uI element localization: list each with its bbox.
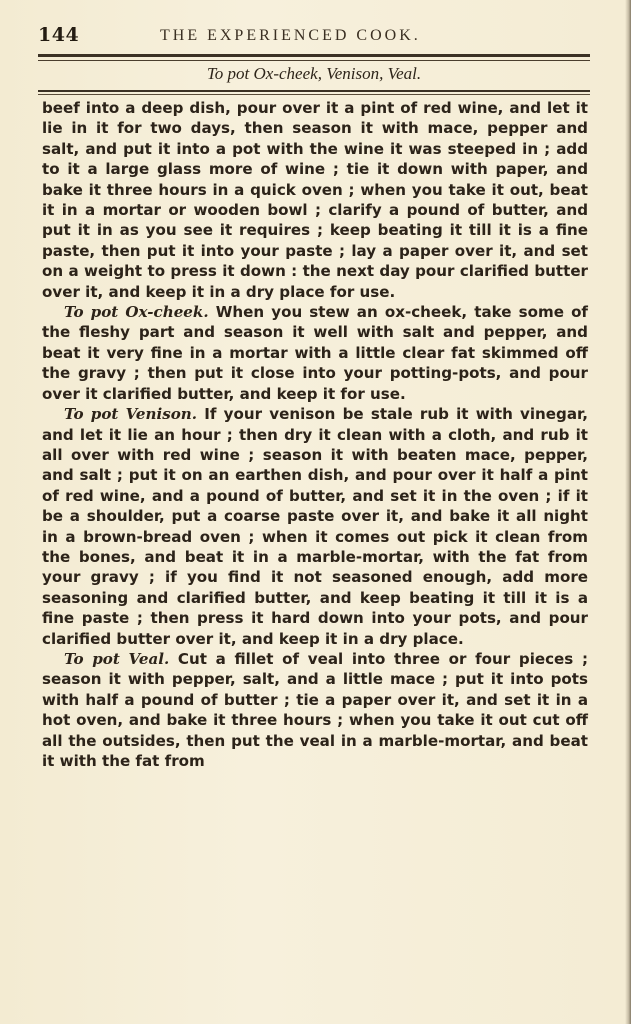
header-rule-thin — [38, 60, 590, 61]
heading-rule-bottom — [38, 90, 590, 92]
running-head — [38, 24, 598, 50]
heading-rule-bottom-thin — [38, 94, 590, 95]
recipe-title: To pot Venison. — [64, 405, 198, 424]
paragraph-pot-veal — [42, 649, 588, 771]
paragraph-pot-ox-cheek — [42, 302, 588, 404]
paragraph-pot-venison — [42, 404, 588, 649]
running-title: THE EXPERIENCED COOK. — [160, 27, 421, 44]
page-number: 144 — [38, 24, 80, 46]
paragraph-text: When you stew an ox-cheek, take some of the fleshy part and season it well with salt and pepper, and beat it very fine in a mortar with a little clear fat skimmed off the gravy ; then put it close into your potting-pots, and pour over it clarified butter, and keep it for use. — [42, 303, 589, 403]
header-rule-thick — [38, 54, 590, 57]
section-heading: To pot Ox-cheek, Venison, Veal. — [206, 64, 422, 83]
recipe-title: To pot Ox-cheek. — [64, 303, 209, 322]
recipe-title: To pot Veal. — [64, 649, 170, 668]
body-text — [42, 98, 588, 771]
paragraph-text: If your venison be stale rub it with vinegar, and let it lie an hour ; then dry it clean with a cloth, and rub it all over with red wine ; season it with beaten mace, pepper, and salt ; put it on an earthen dish, and pour over it half a pint of red wine, and a pound of butter, and set it in the oven ; if it be a shoulder, put a coarse paste over it, and bake it all night in a brown-bread oven ; when it comes out pick it clean from the bones, and beat it in a marble-mortar, with the fat from your gravy ; if you find it not seasoned enough, add more seasoning and clarified butter, and keep beating it till it is a fine paste ; then press it hard down into your pots, and pour clarified butter over it, and keep it in a dry place. — [42, 405, 588, 648]
paragraph-text: Cut a fillet of veal into three or four pieces ; season it with pepper, salt, and a little mace ; put it into pots with half a pound of butter ; tie a paper over it, and set it in a hot oven, and bake it three hours ; when you take it out cut off all the outsides, then put the veal in a marble-mortar, and beat it with the fat from — [42, 649, 588, 770]
paragraph-continuation — [42, 98, 588, 302]
page-edge-shadow — [625, 0, 631, 1024]
paragraph-text: beef into a deep dish, pour over it a pint of red wine, and let it lie in it for two days, then season it with mace, pepper and salt, and put it into a pot with the wine it was steeped in ; add to it a large glass more of wine ; tie it down with paper, and bake it three hours in a quick oven ; when you take it out, beat it in a mortar or wooden bowl ; clarify a pound of butter, and put it in as you see it requires ; keep beating it till it is a fine paste, then put it into your paste ; lay a paper over it, and set on a weight to press it down : the next day pour clarified butter over it, and keep it in a dry place for use. — [42, 99, 588, 301]
